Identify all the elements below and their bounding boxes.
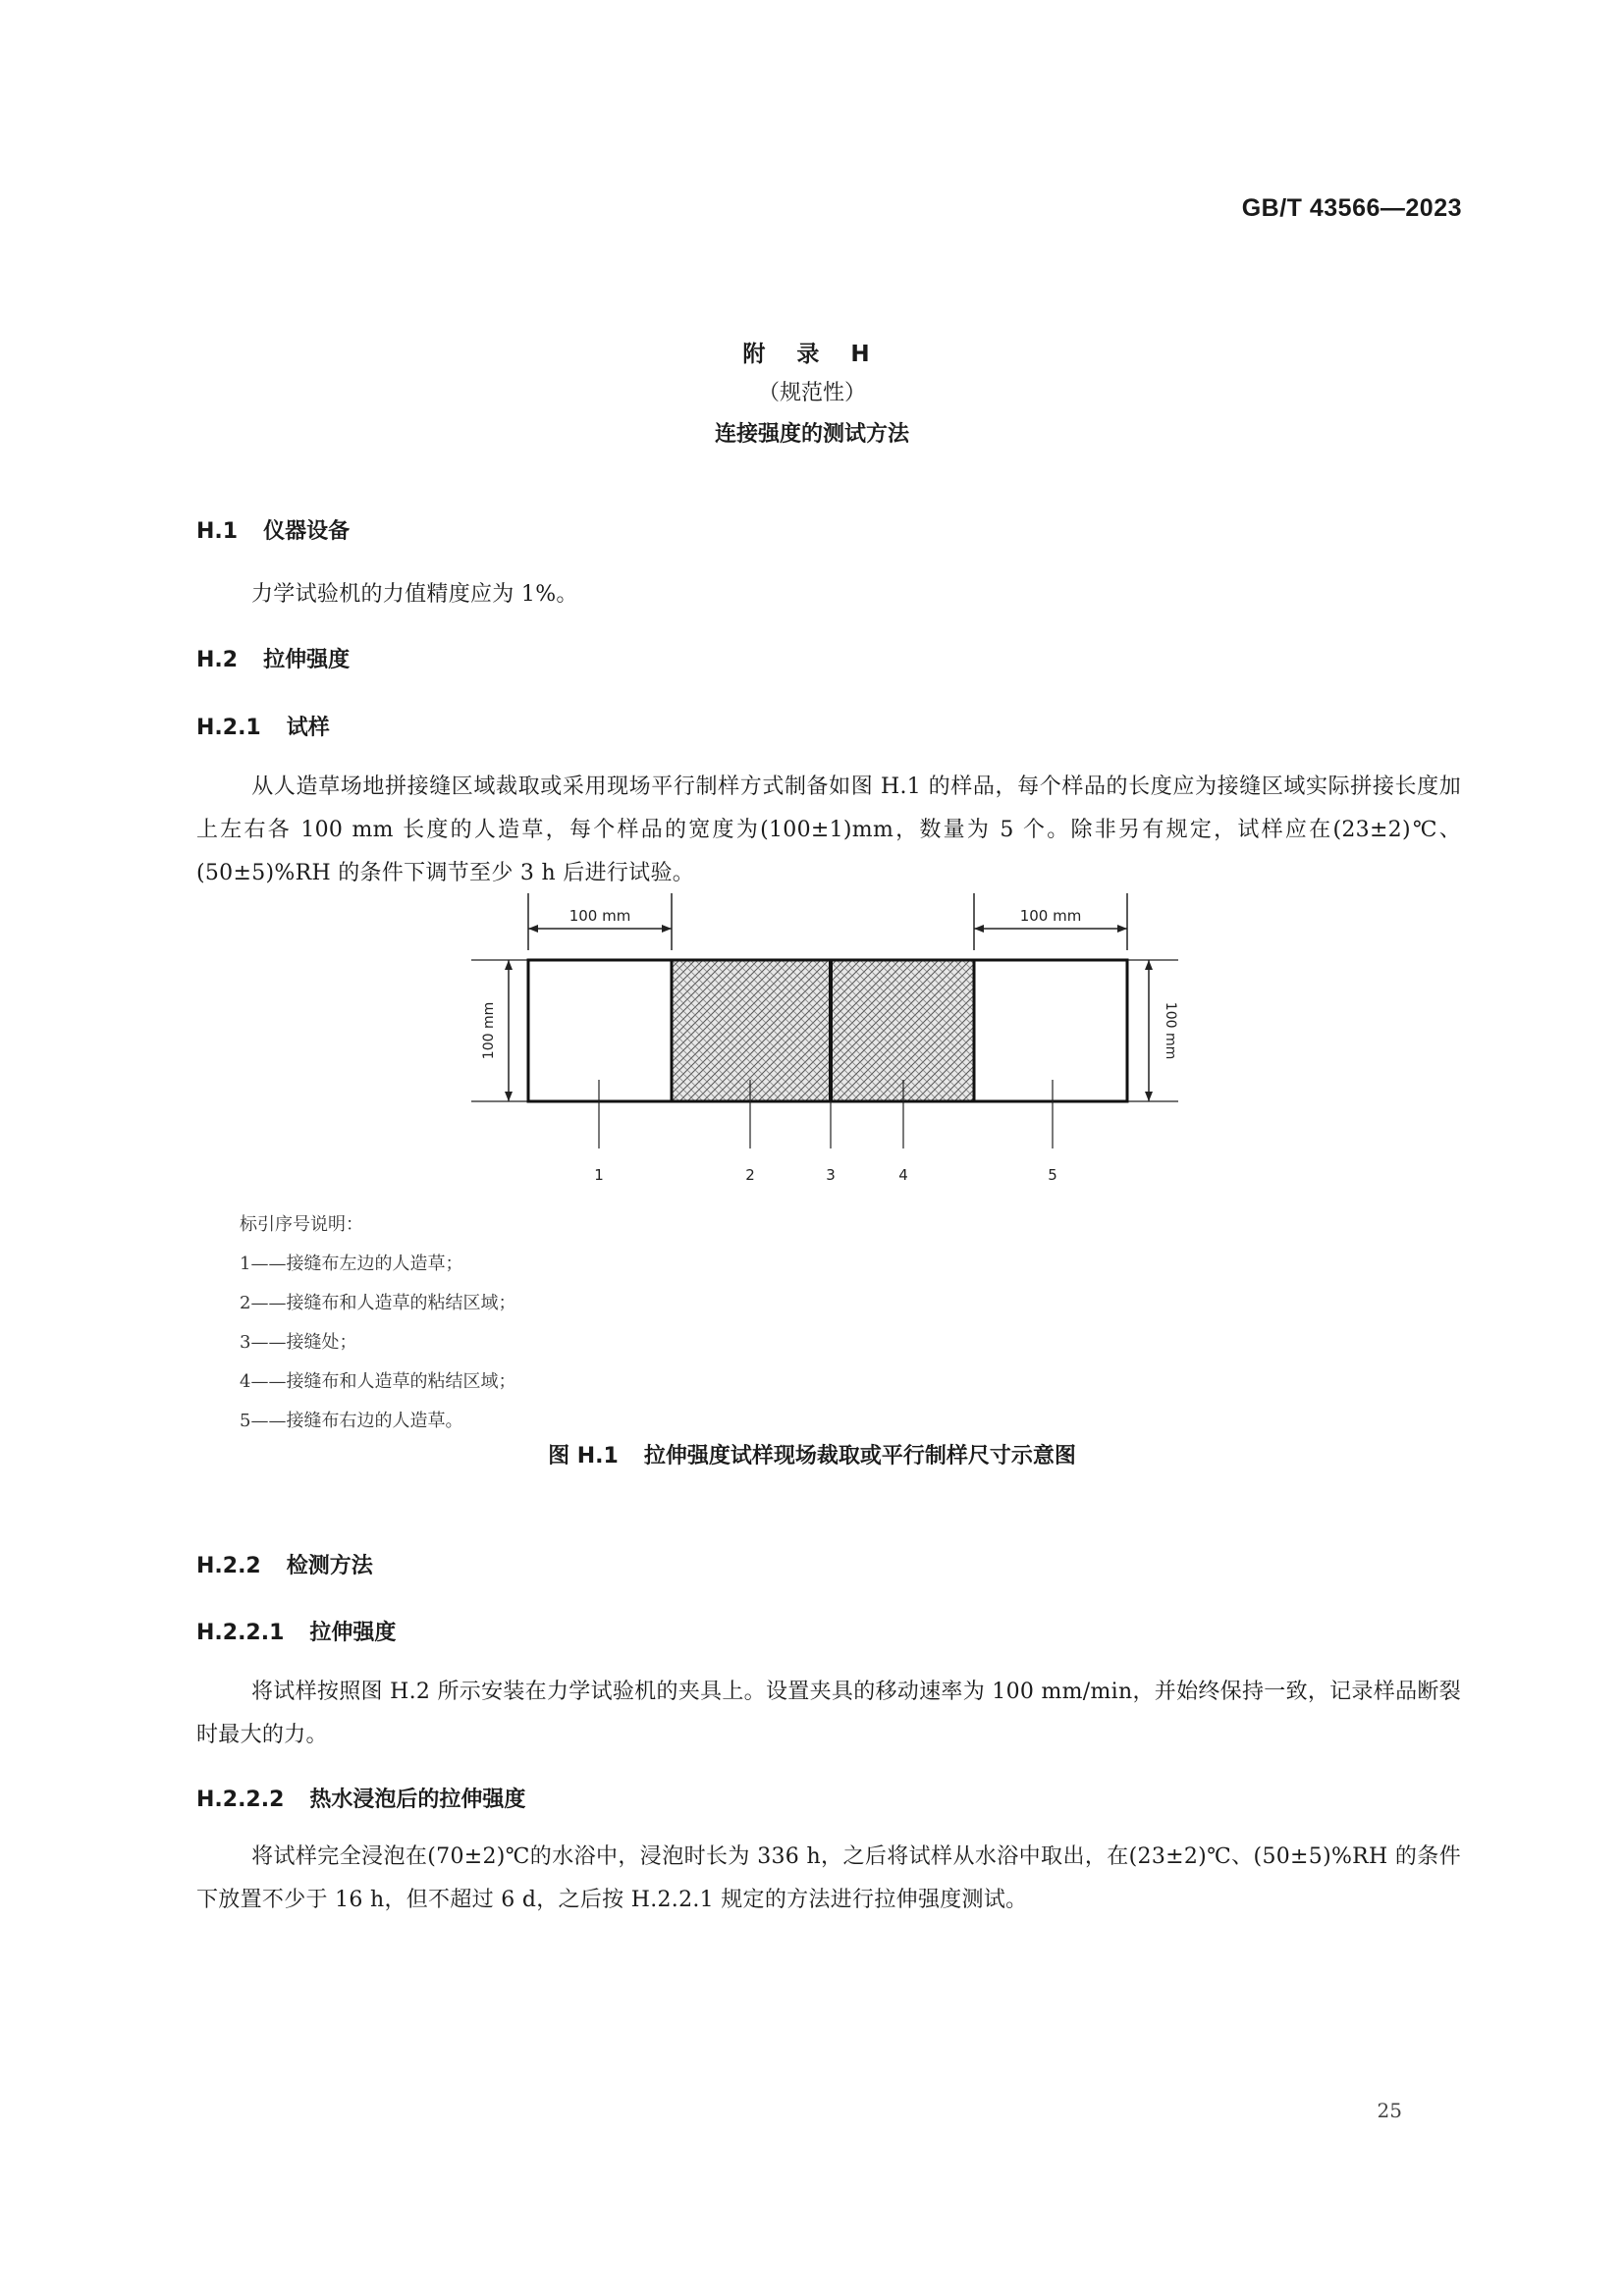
section-title: 试样: [286, 716, 330, 740]
legend-item: 3——接缝处；: [240, 1332, 357, 1353]
section-title: 拉伸强度: [309, 1621, 397, 1645]
section-number: H.2.2.1: [196, 1621, 285, 1645]
figure-caption: [0, 1439, 1624, 1469]
dim-label-left: 100 mm: [481, 1001, 497, 1060]
section-number: H.2.2: [196, 1554, 261, 1578]
figure-label-4: 4: [898, 1166, 908, 1184]
section-h222-text: [196, 1836, 1461, 1922]
section-number: H.2.1: [196, 716, 261, 740]
legend-item: 4——接缝布和人造草的粘结区域；: [240, 1371, 516, 1392]
appendix-name: 连接强度的测试方法: [714, 422, 909, 447]
section-number: H.2: [196, 648, 239, 672]
dim-label-top-left: 100 mm: [568, 907, 631, 925]
section-h1-text: [196, 573, 1461, 616]
legend-title: 标引序号说明：: [240, 1214, 363, 1235]
legend-item: 5——接缝布右边的人造草。: [240, 1411, 463, 1431]
figure-label-3: 3: [826, 1166, 836, 1184]
section-h221-heading: [196, 1616, 396, 1646]
section-title: 仪器设备: [263, 519, 351, 544]
section-h22-heading: [196, 1549, 373, 1579]
paragraph-text: 将试样按照图 H.2 所示安装在力学试验机的夹具上。设置夹具的移动速率为 100 mm/min，并始终保持一致，记录样品断裂时最大的力。: [196, 1680, 1461, 1747]
appendix-title: 附 录 H: [742, 342, 882, 367]
figure-caption-text: 拉伸强度试样现场裁取或平行制样尺寸示意图: [643, 1444, 1076, 1468]
figure-legend: [240, 1205, 515, 1441]
paragraph-text: 力学试验机的力值精度应为 1%。: [251, 582, 578, 607]
section-title: 拉伸强度: [263, 648, 351, 672]
figure-label-2: 2: [745, 1166, 755, 1184]
section-title: 热水浸泡后的拉伸强度: [309, 1788, 526, 1812]
standard-code: GB/T 43566—2023: [1241, 194, 1462, 222]
section-h222-heading: [196, 1783, 525, 1813]
section-h21-heading: [196, 711, 330, 741]
legend-item: 1——接缝布左边的人造草；: [240, 1254, 463, 1274]
paragraph-text: 将试样完全浸泡在(70±2)℃的水浴中，浸泡时长为 336 h，之后将试样从水浴中取出，在(23±2)℃、(50±5)%RH 的条件下放置不少于 16 h，但不超过 6 d，之后按 H.2.2.1 规定的方法进行拉伸强度测试。: [196, 1844, 1461, 1912]
legend-item: 2——接缝布和人造草的粘结区域；: [240, 1293, 516, 1313]
section-number: H.2.2.2: [196, 1788, 285, 1812]
section-h2-heading: [196, 643, 350, 673]
section-title: 检测方法: [286, 1554, 373, 1578]
figure-caption-number: 图 H.1: [548, 1444, 619, 1468]
section-h21-text: [196, 766, 1461, 895]
figure-label-1: 1: [594, 1166, 604, 1184]
appendix-subtitle: （规范性）: [757, 381, 866, 405]
dim-label-right: 100 mm: [1163, 1001, 1178, 1060]
figure-label-5: 5: [1048, 1166, 1057, 1184]
sample-dimension-figure: [471, 893, 1178, 1188]
section-h1-heading: [196, 514, 350, 545]
paragraph-text: 从人造草场地拼接缝区域裁取或采用现场平行制样方式制备如图 H.1 的样品，每个样品的长度应为接缝区域实际拼接长度加上左右各 100 mm 长度的人造草，每个样品的宽度为(100±1)mm，数量为 5 个。除非另有规定，试样应在(23±2)℃、(50±5)%RH 的条件下调节至少 3 h 后进行试验。: [196, 774, 1461, 885]
page-number: 25: [1377, 2099, 1402, 2122]
section-h221-text: [196, 1671, 1461, 1757]
section-number: H.1: [196, 519, 239, 544]
dim-label-top-right: 100 mm: [1019, 907, 1082, 925]
